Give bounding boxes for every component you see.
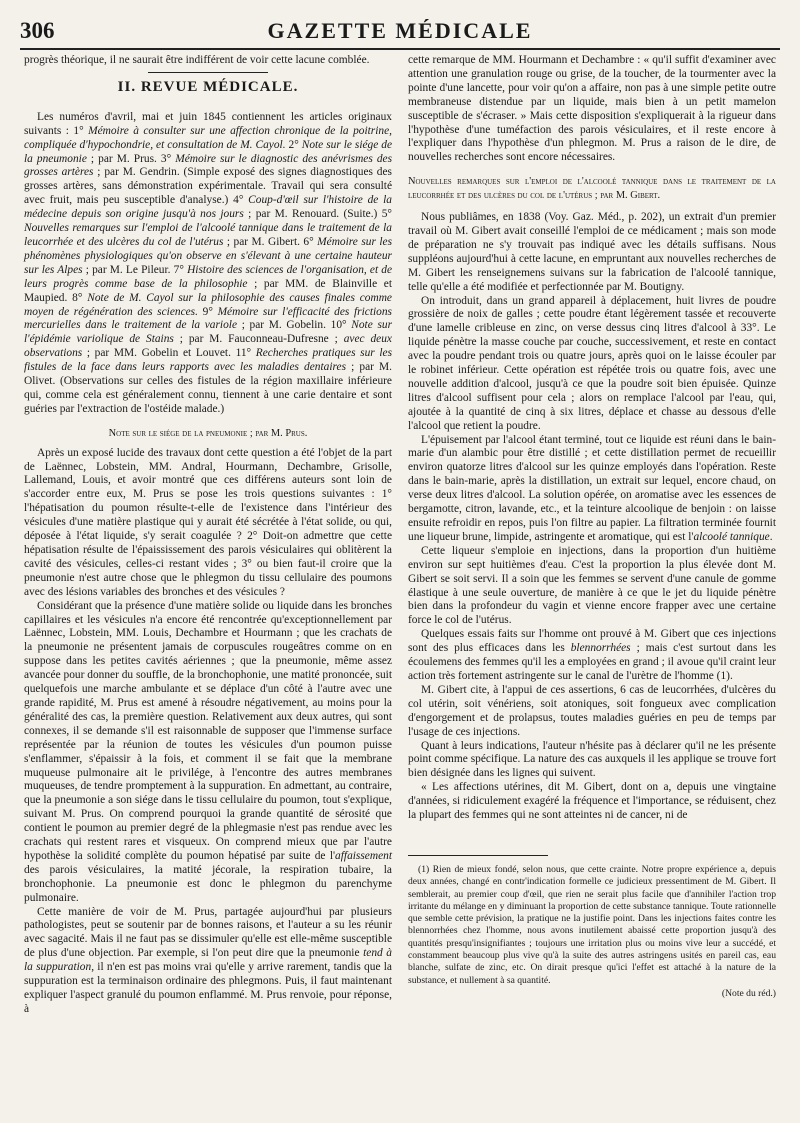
footnote xyxy=(408,864,776,1000)
page-number: 306 xyxy=(20,18,55,43)
article-paragraph: Cette liqueur s'emploie en injections, dans la proportion d'un huitième environ sur sept huitièmes d'eau. C'est la proportion la plus élevée dont M. Gibert se soit servi. Il a soin que les femmes se servent d'une canule de gomme élastique à une seule ouverture, de manière à ce que le jet du liquide pénètre bien dans la profondeur du vagin et vienne encore frapper avec une certaine force le col de l'utérus. xyxy=(408,544,776,627)
section-title: II. REVUE MÉDICALE. xyxy=(117,78,299,95)
article-paragraph: Après un exposé lucide des travaux dont cette question a été l'objet de la part de Laënnec, Lobstein, MM. Andral, Hourmann, Dechambre, Grisolle, Lallemand, Louis, et avoir montré que ces différens auteurs sont loin de s'accorder entre eux, M. Prus se pose les trois questions suivantes : 1° l'hépatisation du poumon résulte-t-elle de l'existence dans l'intérieur des vésicules d'une matière plastique qui y aurait été sécrétée à l'état solide, ou qui, déposée à l'état liquide, s'y serait coagulée ? 2° Doit-on admettre que cette hépatisation résulte de l'épaississement des parois vésiculaires qui oblitèrent la cavité des vésicules, celles-ci restant vides ; 3° ou bien faut-il croire que la pneumonie n'est autre chose que le phlegmon du tissu cellulaire des poumons avec des lésions variables des bronches et des vésicules ? xyxy=(24,446,392,598)
footnote-divider xyxy=(408,855,548,856)
footnote-text: (1) Rien de mieux fondé, selon nous, que cette crainte. Notre propre expérience a, depuis deux années, changé en contr'indication formelle ce judicieux pressentiment de M. Gibert. Il semblerait, au premier coup d'œil, que rien ne serait plus facile que d'annihiler l'action trop irritante du mélange en y diminuant la proportion de cette substance tannique. Toute rationnelle que semble cette prévision, la pratique ne la justifie point. Dans les injections faites contre les blennorrhées chez l'homme, nous avons inutilement abaissé cette proportion jusqu'à des quantités presqu'insignifiantes ; toujours une irritation plus ou moins vive leur a succédé, et constamment beaucoup plus vive qu'à la suite des autres astringens usités en pareil cas, eau blanche, sulfate de zinc, etc. On dirait presque qu'ici l'effet est attaché à la nature de la substance, et nullement à sa quantité. xyxy=(408,863,776,986)
article-paragraph: Quelques essais faits sur l'homme ont prouvé à M. Gibert que ces injections sont des plus efficaces dans les blennorrhées ; mais c'est surtout dans les écoulemens des femmes qu'il les a employées en grand ; il avoue qu'il craint leur action très fortement astringente sur le canal de l'urètre de l'homme (1). xyxy=(408,628,776,682)
intro-paragraph: progrès théorique, il ne saurait être indifférent de voir cette lacune comblée. xyxy=(24,54,370,66)
article-heading-gibert: Nouvelles remarques sur l'emploi de l'alcoolé tannique dans le traitement de la leucorrhée et des ulcères du col de l'utérus ; par M. Gibert. xyxy=(408,176,776,202)
section-divider xyxy=(148,72,268,73)
right-column xyxy=(408,54,776,1000)
left-column xyxy=(24,54,392,1017)
page-header xyxy=(20,18,780,50)
article-heading-prus: Note sur le siége de la pneumonie ; par M. Prus. xyxy=(108,427,308,439)
article-paragraph: Quant à leurs indications, l'auteur n'hésite pas à déclarer qu'il ne les présente point comme spécifique. La nature des cas auxquels il les applique se trouve fort bien désignée dans les lignes qui suivent. xyxy=(408,739,776,780)
footnote-signature: (Note du réd.) xyxy=(721,987,776,999)
article-paragraph: Considérant que la présence d'une matière solide ou liquide dans les bronches capillaires et les vésicules n'a encore été rencontrée qu'exceptionnellement par Laënnec, Lobstein, MM. Louis, Dechambre et Hourmann ; que les crachats de la pneumonie ne présentent jamais de corpuscules rougeâtres comme on en suppose dans les petites cavités aériennes ; que la pneumonie, même assez avancée pour donner du souffle, de la bronchophonie, une matité prononcée, suit quelquefois une marche ambulante et se déplace d'un côté à l'autre avec une grande rapidité, M. Prus est amené à résoudre négativement, au moins pour la généralité des cas, la première question. Relativement aux deux autres, qui sont connexes, il se demande s'il est raisonnable de supposer que l'immense surface représentée par la réunion de toutes les vésicules d'un poumon puisse s'enflammer, s'épaissir à la fois, et comment il se fait que la membrane muqueuse pulmonaire ait le privilége, à l'encontre des autres membranes muqueuses, de tendre promptement à la suppuration. En admettant, au contraire, que la pneumonie a son siége dans le tissu cellulaire du poumon, tout s'explique, suivant M. Prus. On comprend pourquoi la grande quantité de sérosité que contient le poumon au premier degré de la phlegmasie n'est pas rendue avec les crachats qui restent rares et visqueux. On comprend mieux que par l'autre hypothèse la solidité complète du poumon hépatisé par suite de l'affaissement des parois vésiculaires, la matité jécorale, la respiration tubaire, la bronchophonie. La pneumonie est donc le phlegmon du parenchyme pulmonaire. xyxy=(24,599,392,904)
journal-title: GAZETTE MÉDICALE xyxy=(267,18,533,43)
article-paragraph: On introduit, dans un grand appareil à déplacement, huit livres de poudre grossière de noix de galles ; cette poudre étant légèrement tassée et recouverte d'une lamelle cribleuse en zinc, on verse dessus cinq litres d'alcool à 33°. Le liquide pénètre la masse couche par couche, successivement, et reste en contact avec la poudre pendant trois ou quatre jours, après quoi on le laisse écouler par le robinet inférieur. Cette opération est répétée trois ou quatre fois, avec une nouvelle addition d'alcool, jusqu'à ce que la poudre soit bien épuisée. Quinze litres d'alcool suffisent pour cela ; alors on remplace l'alcool par l'eau, qui, ajoutée à la quantité de cinq à six litres, déplace et chasse au dessous d'elle l'alcool que retient la poudre. xyxy=(408,294,776,432)
article-paragraph: Cette manière de voir de M. Prus, partagée aujourd'hui par plusieurs pathologistes, peut se soutenir par de bonnes raisons, et l'auteur a su les réunir avec sagacité. Mais il ne faut pas se dissimuler qu'elle est elle-même susceptible de plus d'une objection. Par exemple, si l'on peut dire que la pneumonie tend à la suppuration, il n'en est pas moins vrai qu'elle y arrive rarement, tandis que la suppuration est la terminaison ordinaire des phlegmons. Puis, il faut maintenant expliquer l'aspect granulé du poumon enflammé. M. Prus renvoie, pour réponse, à xyxy=(24,905,392,1015)
article-paragraph: cette remarque de MM. Hourmann et Dechambre : « qu'il suffit d'examiner avec attention une granulation rouge ou grise, de la toucher, de la tourmenter avec la pointe d'une lancette, pour voir qu'on a affaire, non pas à une simple petite outre membraneuse distendue par un liquide, mais bien à un petit mamelon susceptible de s'écraser. » Mais cette disposition s'expliquerait à la rigueur dans l'hypothèse d'une tuméfaction des parois vésiculaires, et il reste encore à l'expliquer dans l'hypothèse d'un phlegmon. M. Prus a raison de le dire, de nouvelles recherches sont encore nécessaires. xyxy=(408,54,776,164)
article-paragraph: M. Gibert cite, à l'appui de ces assertions, 6 cas de leucorrhées, d'ulcères du col utérin, soit vénériens, soit atoniques, soit fongueux avec complication d'engorgement et de prolapsus, toutes maladies guéries en peu de temps par l'usage de ces injections. xyxy=(408,683,776,738)
article-paragraph: L'épuisement par l'alcool étant terminé, tout ce liquide est réuni dans le bain-marie d'un alambic pour être distillé ; et cette distillation permet de recueillir environ quatorze litres d'alcool sur les quinze employés dans l'opération. Reste dans le bain-marie, après la distillation, un extrait sur lequel, encore chaud, on verse deux litres d'alcool. La solution opérée, on aromatise avec les essences de bergamotte, citron, lavande, etc., et la teinture alcoolique de benjoin : on laisse ensuite refroidir en repos, puis l'on filtre au papier. La filtration terminée fournit une liqueur brune, limpide, astringente et aromatique, qui est l'alcoolé tannique. xyxy=(408,433,776,543)
quote-paragraph: « Les affections utérines, dit M. Gibert, dont on a, depuis une vingtaine d'années, si ridiculement exagéré la fréquence et l'importance, se réduisent, chez la plupart des femmes qui ne sont atteintes ni de cancer, ni de xyxy=(408,781,776,822)
contents-paragraph: Les numéros d'avril, mai et juin 1845 contiennent les articles originaux suivants : 1° Mémoire à consulter sur une affection chronique de la poitrine, compliquée d'hypochondrie, et consultation de M. Cayol. 2° Note sur le siége de la pneumonie ; par M. Prus. 3° Mémoire sur le diagnostic des anévrismes des grosses artères ; par M. Gendrin. (Simple exposé des signes diagnostiques des grosses artères, sans démonstration expérimentale. Travail qui sera consulté avec fruit, mais peu susceptible d'analyse.) 4° Coup-d'œil sur l'histoire de la médecine depuis son origine jusqu'à nos jours ; par M. Renouard. (Suite.) 5° Nouvelles remarques sur l'emploi de l'alcoolé tannique dans le traitement de la leucorrhée et des ulcères du col de l'utérus ; par M. Gibert. 6° Mémoire sur les phénomènes physiologiques qu'on observe en s'élevant à une certaine hauteur sur les Alpes ; par M. Le Pileur. 7° Histoire des sciences de l'organisation, et de leurs progrès comme base de la philosophie ; par MM. de Blainville et Maupied. 8° Note de M. Cayol sur la philosophie des causes finales comme moyen de régénération des sciences. 9° Mémoire sur l'efficacité des frictions mercurielles dans le traitement de la variole ; par M. Gobelin. 10° Note sur l'épidémie variolique de Stains ; par M. Fauconneau-Dufresne ; avec deux observations ; par MM. Gobelin et Louvet. 11° Recherches pratiques sur les fistules de la face dans leurs rapports avec les maladies dentaires ; par M. Olivet. (Observations sur celles des fistules de la région maxillaire inférieure qui, comme cela est généralement connu, tiennent à une carie dentaire et sont guéries par l'extraction de l'ostéide malade.) xyxy=(24,110,393,415)
article-paragraph: Nous publiâmes, en 1838 (Voy. Gaz. Méd., p. 202), un extrait d'un premier travail où M. Gibert avait conseillé l'emploi de ce médicament ; mais son mode de préparation ne s'y trouvait pas indiqué avec les détails suffisans. Nous suppléons aujourd'hui à cette lacune, en empruntant aux nouvelles recherches de M. Gibert les renseignemens suivans sur la fabrication de l'alcoolé tannique, telle qu'elle a été modifiée et perfectionnée par M. Boutigny. xyxy=(408,211,776,293)
